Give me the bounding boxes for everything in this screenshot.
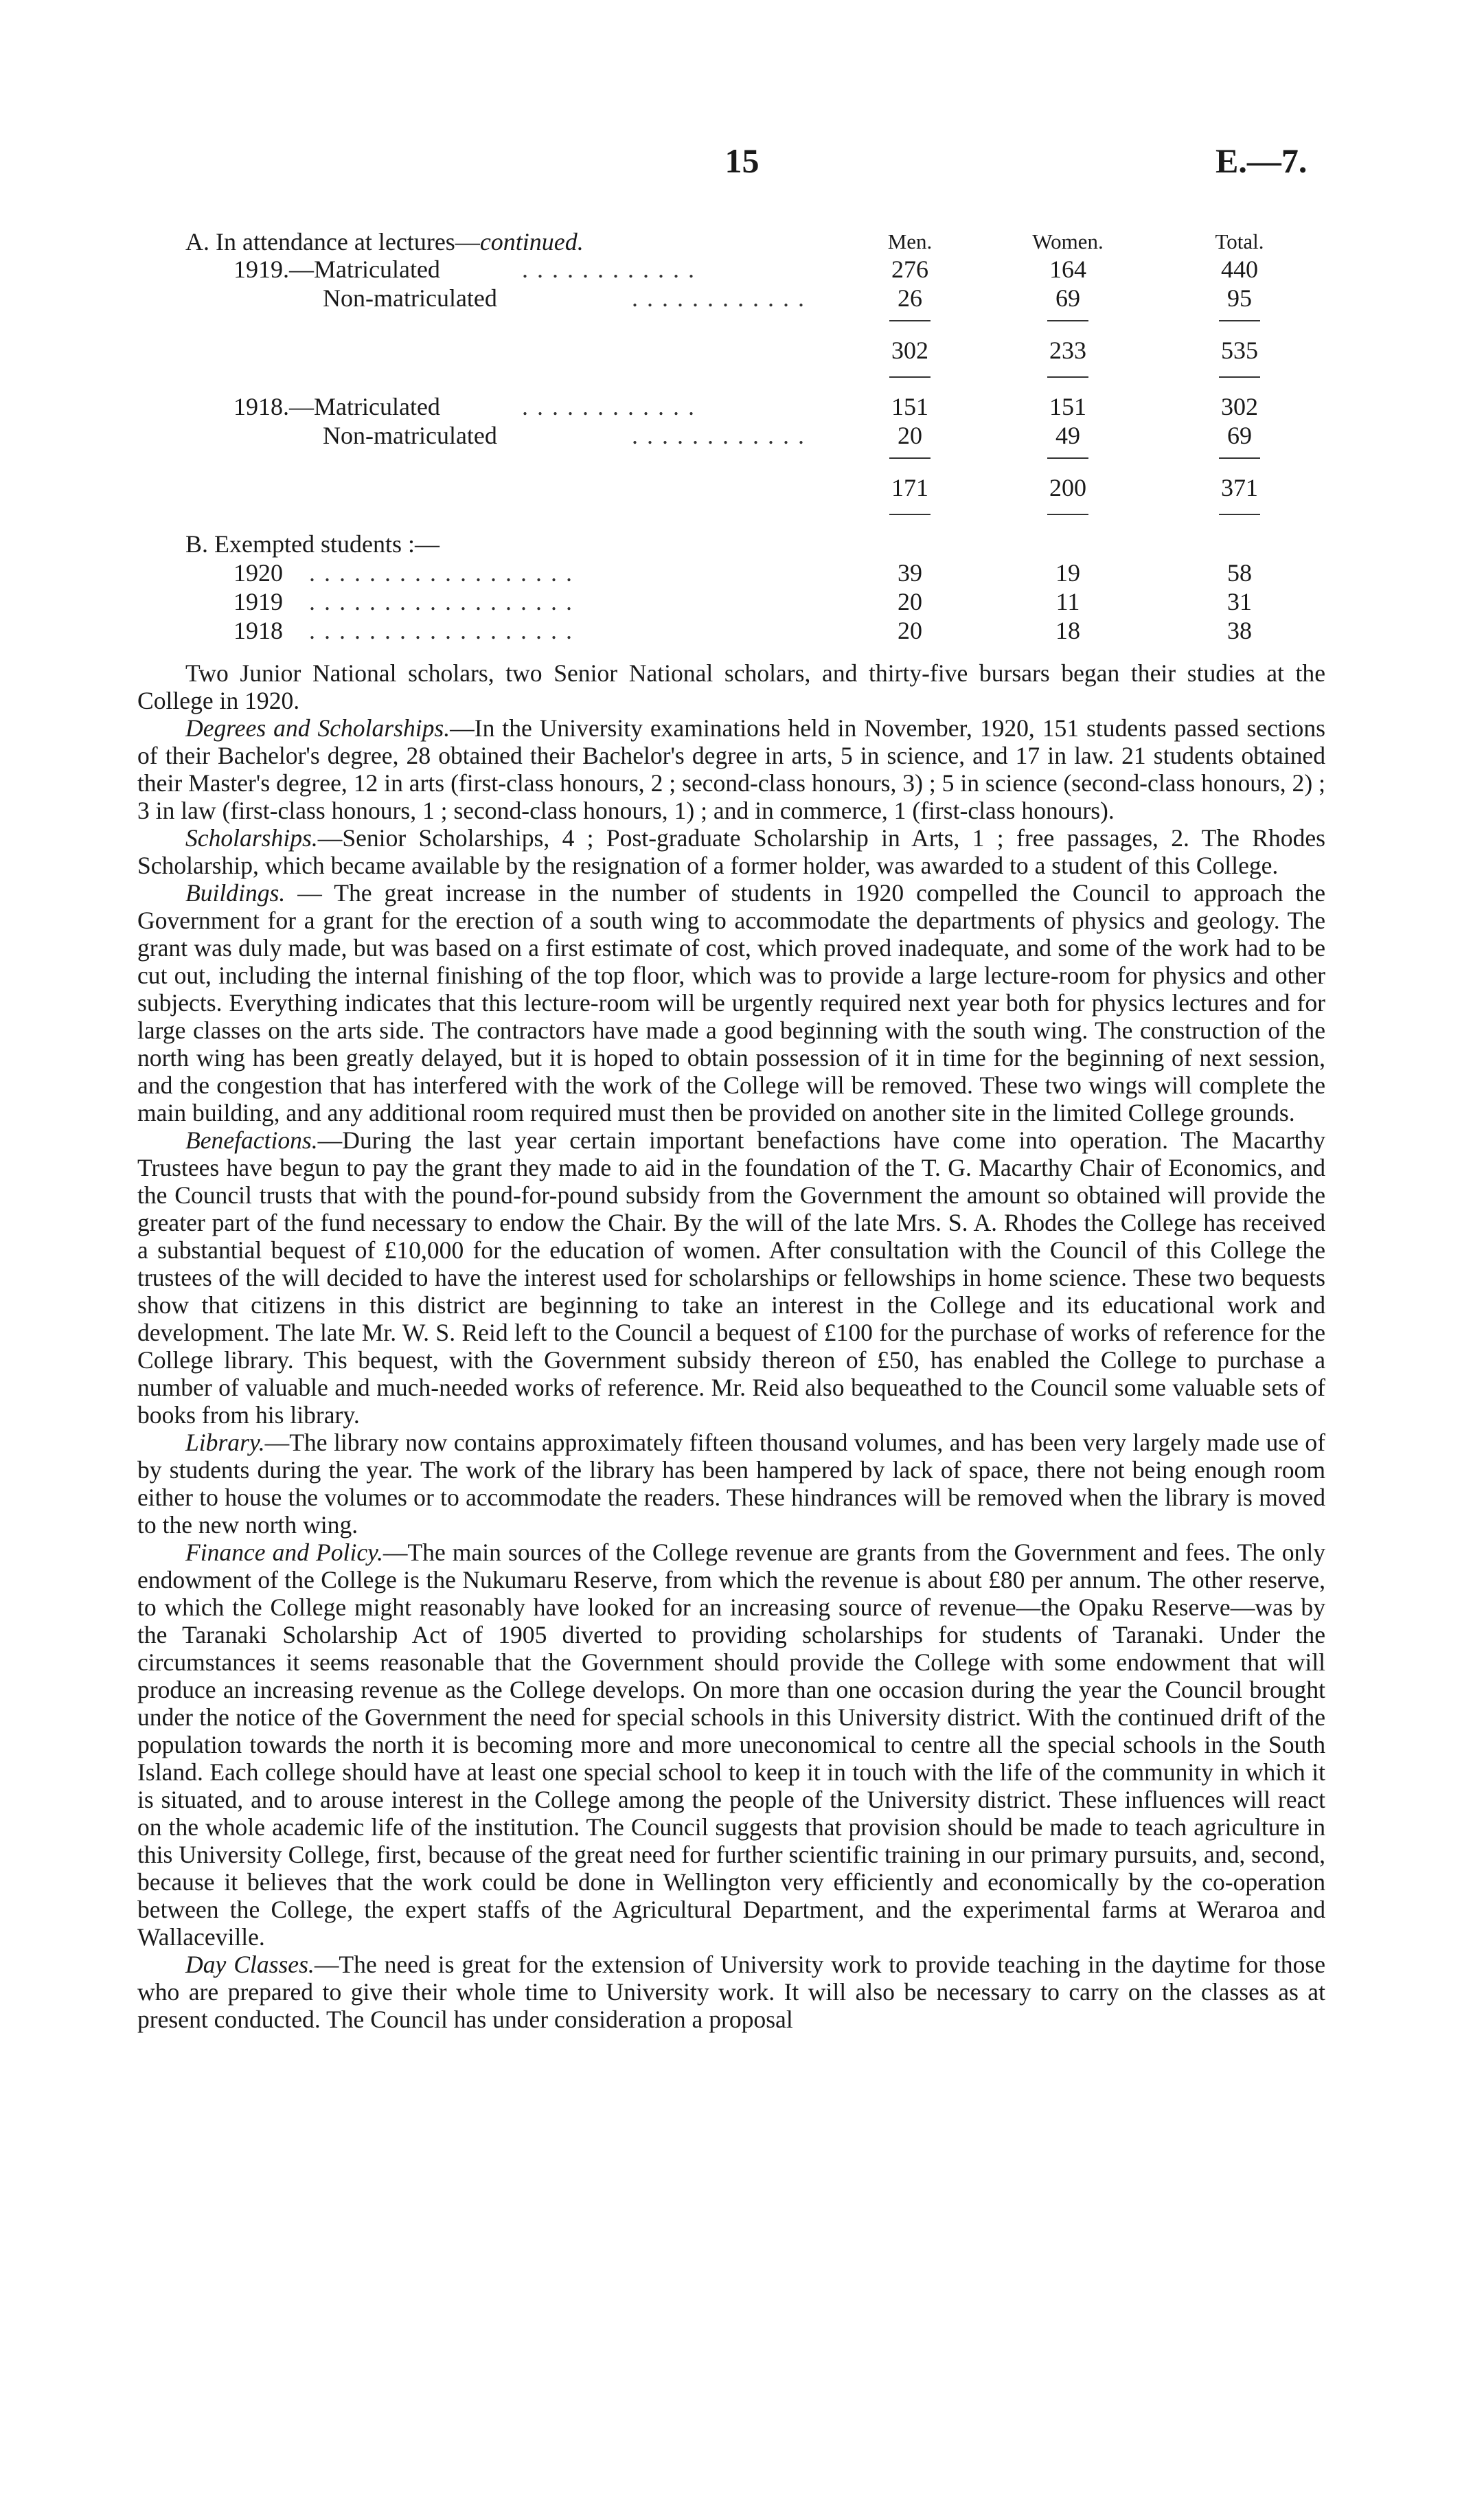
cell-men: 20 — [898, 617, 922, 644]
section-a-heading — [185, 227, 584, 257]
leader-dots: . . . . . . . . . . . . . . . . . . — [309, 559, 573, 587]
table-total-row — [185, 473, 1284, 503]
table-row — [185, 392, 1284, 422]
day-classes-heading: Day Classes. — [185, 1951, 315, 1978]
cell-women: 11 — [1055, 588, 1080, 615]
paragraph-scholarships — [137, 824, 1325, 879]
sum-rule — [889, 320, 931, 321]
section-a-heading-italic: continued. — [479, 228, 584, 256]
total-total: 535 — [1221, 337, 1258, 364]
cell-total: 69 — [1227, 422, 1252, 449]
row-label: 1918.—Matriculated — [233, 393, 440, 420]
sum-rule — [1219, 457, 1260, 459]
table-row — [185, 615, 1284, 646]
cell-men: 151 — [891, 393, 928, 420]
leader-dots: . . . . . . . . . . . . . . . . . . — [309, 588, 573, 615]
cell-women: 69 — [1055, 284, 1080, 312]
cell-total: 95 — [1227, 284, 1252, 312]
row-label: 1919 — [233, 588, 283, 615]
col-header-women: Women. — [1032, 229, 1104, 253]
col-header-total: Total. — [1215, 229, 1264, 253]
document-reference: E.—7. — [1215, 141, 1308, 180]
total-total: 371 — [1221, 474, 1258, 501]
body-text — [137, 659, 1325, 2033]
cell-women: 18 — [1055, 617, 1080, 644]
table-row — [185, 587, 1284, 617]
cell-women: 151 — [1049, 393, 1086, 420]
sum-rule — [889, 376, 931, 378]
table-header-row — [185, 227, 1284, 257]
cell-total: 31 — [1227, 588, 1252, 615]
degrees-heading: Degrees and Scholarships. — [185, 714, 450, 742]
row-label: 1918 — [233, 617, 283, 644]
section-a-heading-text: A. In attendance at lectures— — [185, 228, 480, 256]
total-women: 233 — [1049, 337, 1086, 364]
leader-dots: . . . . . . . . . . . . — [522, 393, 696, 420]
col-header-men: Men. — [887, 229, 933, 253]
cell-men: 39 — [898, 559, 922, 587]
row-label: Non-matriculated — [323, 422, 497, 449]
paragraph-finance — [137, 1539, 1325, 1951]
sum-rule — [889, 514, 931, 515]
library-heading: Library. — [185, 1429, 265, 1456]
paragraph-buildings — [137, 879, 1325, 1126]
finance-heading: Finance and Policy. — [185, 1539, 383, 1566]
cell-men: 276 — [891, 256, 928, 283]
benefactions-heading: Benefactions. — [185, 1126, 318, 1154]
scholarships-body: —Senior Scholarships, 4 ; Post-graduate Scholarship in Arts, 1 ; free passages, 2. The Rhodes Scholarship, which became available by the resignation of a former holder, was awarded to a student of this College. — [137, 824, 1325, 879]
degrees-body: —In the University examinations held in November, 1920, 151 students passed sections of their Bachelor's degree, 28 obtained their Bachelor's degree in arts, 5 in science, and 17 in law. 21 students obtained their Master's degree, 12 in arts (first-class honours, 2 ; second-class honours, 3) ; 5 in science (second-class honours, 2) ; 3 in law (first-class honours, 1 ; second-class honours, 1) ; and in commerce, 1 (first-class honours). — [137, 714, 1325, 824]
leader-dots: . . . . . . . . . . . . . . . . . . — [309, 617, 573, 644]
table-total-row — [185, 335, 1284, 365]
cell-total: 302 — [1221, 393, 1258, 420]
scholarships-heading: Scholarships. — [185, 824, 318, 852]
library-body: —The library now contains approximately fifteen thousand volumes, and has been very largely made use of by students during the year. The work of the library has been hampered by lack of space, there not being enough room either to house the volumes or to accommodate the readers. These hindrances will be removed when the library is moved to the new north wing. — [137, 1429, 1325, 1539]
cell-women: 49 — [1055, 422, 1080, 449]
row-label: 1920 — [233, 559, 283, 587]
day-classes-body: —The need is great for the extension of University work to provide teaching in the daytime for those who are prepared to give their whole time to University work. It will also be necessary to carry on the classes as at present conducted. The Council has under consideration a proposal — [137, 1951, 1326, 2033]
cell-men: 26 — [898, 284, 922, 312]
total-men: 171 — [891, 474, 928, 501]
leader-dots: . . . . . . . . . . . . — [632, 284, 806, 312]
sum-rule — [1219, 320, 1260, 321]
buildings-heading: Buildings. — [185, 879, 286, 907]
sum-rule — [1047, 320, 1088, 321]
paragraph-benefactions — [137, 1126, 1325, 1429]
leader-dots: . . . . . . . . . . . . — [632, 422, 806, 449]
cell-total: 58 — [1227, 559, 1252, 587]
buildings-body: — The great increase in the number of students in 1920 compelled the Council to approach the Government for a grant for the erection of a south wing to accommodate the departments of physics and geology. The grant was duly made, but was based on a first estimate of cost, which proved inadequate, and some of the work had to be cut out, including the internal finishing of the top floor, which was to provide a large lecture-room for physics and other subjects. Everything indicates that this lecture-room will be urgently required next year both for physics lectures and for large classes on the arts side. The contractors have made a good beginning with the south wing. The construction of the north wing has been greatly delayed, but it is hoped to obtain possession of it in time for the beginning of next session, and the congestion that has interfered with the work of the College will be removed. These two wings will complete the main building, and any additional room required must then be provided on another site in the limited College grounds. — [137, 879, 1325, 1126]
paragraph-degrees — [137, 714, 1325, 824]
sum-rule — [1219, 376, 1260, 378]
sum-rule — [889, 457, 931, 459]
table-row — [185, 558, 1284, 588]
section-b-heading-row — [185, 529, 1284, 559]
table-row — [185, 254, 1284, 284]
leader-dots: . . . . . . . . . . . . — [522, 256, 696, 283]
cell-men: 20 — [898, 588, 922, 615]
sum-rule — [1047, 514, 1088, 515]
row-label: Non-matriculated — [323, 284, 497, 312]
section-b-heading: B. Exempted students :— — [185, 530, 440, 558]
cell-total: 38 — [1227, 617, 1252, 644]
table-row — [185, 283, 1284, 313]
benefactions-body: —During the last year certain important benefactions have come into operation. The Macarthy Trustees have begun to pay the grant they made to aid in the foundation of the T. G. Macarthy Chair of Economics, and the Council trusts that with the pound-for-pound subsidy from the Government the amount so obtained will provide the greater part of the fund necessary to endow the Chair. By the will of the late Mrs. S. A. Rhodes the College has received a substantial bequest of £10,000 for the education of women. After consultation with the Council of this College the trustees of the will decided to have the interest used for scholarships or fellowships in home science. These two bequests show that citizens in this district are beginning to take an interest in the College and its educational work and development. The late Mr. W. S. Reid left to the Council a bequest of £100 for the purchase of works of reference for the College library. This bequest, with the Government subsidy thereon of £50, has enabled the College to purchase a number of valuable and much-needed works of reference. Mr. Reid also bequeathed to the Council some valuable sets of books from his library. — [137, 1126, 1325, 1429]
paragraph-bursars: Two Junior National scholars, two Senior National scholars, and thirty-five bursars began their studies at the College in 1920. — [137, 659, 1325, 714]
cell-women: 19 — [1055, 559, 1080, 587]
cell-women: 164 — [1049, 256, 1086, 283]
paragraph-library — [137, 1429, 1325, 1539]
table-row — [185, 420, 1284, 451]
sum-rule — [1219, 514, 1260, 515]
total-women: 200 — [1049, 474, 1086, 501]
finance-body: —The main sources of the College revenue are grants from the Government and fees. The only endowment of the College is the Nukumaru Reserve, from which the revenue is about £80 per annum. The other reserve, to which the College might reasonably have looked for an increasing source of revenue—the Opaku Reserve—was by the Taranaki Scholarship Act of 1905 diverted to providing scholarships for students of Taranaki. Under the circumstances it seems reasonable that the Government should provide the College with some endowment that will produce an increasing revenue as the College develops. On more than one occasion during the year the Council brought under the notice of the Government the need for special schools in this University district. With the continued drift of the population towards the north it is becoming more and more uneconomical to centre all the special schools in the South Island. Each college should have at least one special school to keep it in touch with the life of the community in which it is situated, and to arouse interest in the College among the people of the University district. These influences will react on the whole academic life of the institution. The Council suggests that provision should be made to teach agriculture in this University College, first, because of the great need for further scientific training in our primary pursuits, and, second, because it believes that the work could be done in Wellington very efficiently and economically by the co-operation between the College, the expert staffs of the Agricultural Department, and the experimental farms at Weraroa and Wallaceville. — [137, 1539, 1325, 1951]
sum-rule — [1047, 457, 1088, 459]
total-men: 302 — [891, 337, 928, 364]
row-label: 1919.—Matriculated — [233, 256, 440, 283]
paragraph-day-classes — [137, 1951, 1325, 2033]
cell-total: 440 — [1221, 256, 1258, 283]
sum-rule — [1047, 376, 1088, 378]
page-number: 15 — [724, 141, 760, 180]
cell-men: 20 — [898, 422, 922, 449]
